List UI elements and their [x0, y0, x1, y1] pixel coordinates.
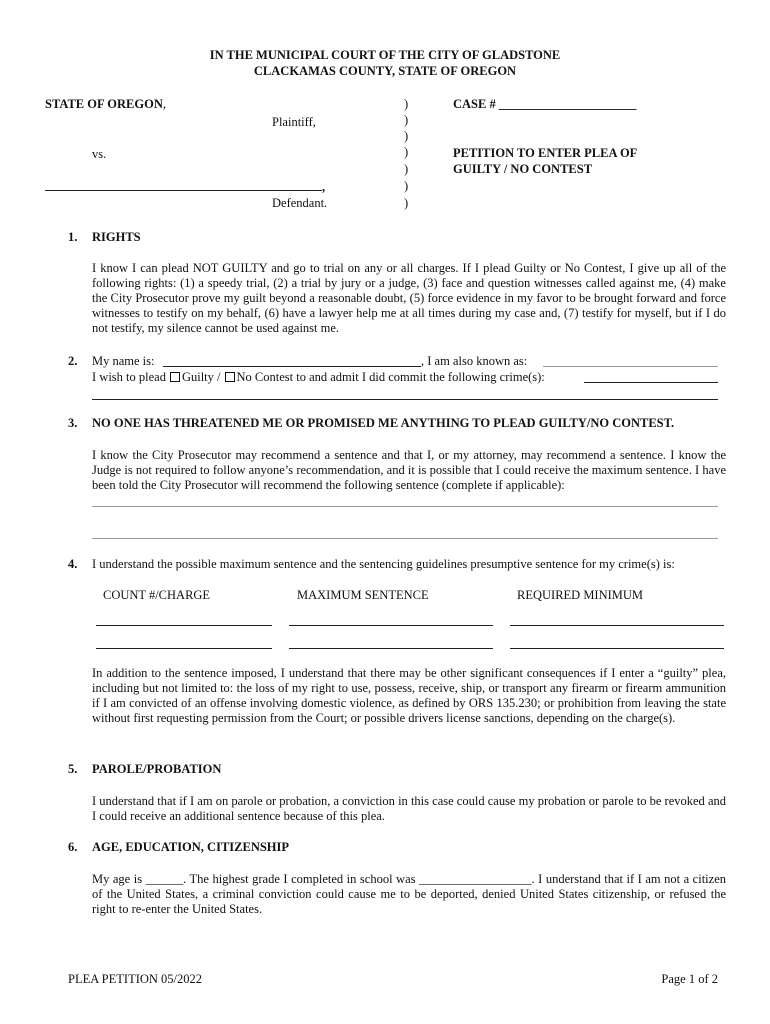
defendant-label: Defendant. [272, 196, 328, 210]
defendant-name-line[interactable] [45, 190, 322, 191]
recommended-sentence-field-2[interactable] [92, 538, 718, 539]
page-number: Page 1 of 2 [661, 972, 718, 986]
vs-label: vs. [92, 147, 107, 161]
section-1-body: I know I can plead NOT GUILTY and go to trial on any or all charges. If I plead Guilty or No Contest, I give up all of the following rights: (1) a speedy trial, (2) a trial by jury or a judge, (3) face and question witnesses called against me, (4) make the City Prosecutor prove my guilt beyond a reasonable doubt, (5) force evidence in my favor to be brought forward and force witnesses to testify on my behalf, (6) have a lawyer help me at all times during my case and, (7) testify for myself, but if I do not testify, my silence cannot be used against me. [92, 261, 726, 335]
max-sentence-field-row-2[interactable] [289, 648, 493, 649]
section-1-number: 1. [68, 230, 78, 244]
defendant-comma: , [322, 180, 326, 194]
section-4-body: In addition to the sentence imposed, I understand that there may be other significant consequences if I enter a “guilty” plea, including but not limited to: the loss of my right to use, possess, receive, ship, or transport any firearm or firearm ammunition if I am convicted of an offense involving domestic violence, as defined by ORS 135.230; or prohibition from leaving the state without first requesting permission from the Court; or possible drivers license sanctions, depending on the charge(s). [92, 666, 726, 725]
aka-field[interactable] [543, 366, 718, 367]
plea-row [92, 370, 545, 385]
min-sentence-field-row-1[interactable] [510, 625, 724, 626]
form-identifier: PLEA PETITION 05/2022 [68, 972, 203, 986]
section-3-body: I know the City Prosecutor may recommend a sentence and that I, or my attorney, may recommend a sentence. I know the Judge is not required to follow anyone’s recommendation, and it is possible that I could receive the maximum sentence. I have been told the City Prosecutor will recommend the following sentence (complete if applicable): [92, 448, 726, 492]
caption-paren: ) [404, 113, 409, 127]
section-2-number: 2. [68, 354, 78, 368]
section-5-body: I understand that if I am on parole or probation, a conviction in this case could cause my probation or parole to be revoked and I could receive an additional sentence because of this plea. [92, 794, 726, 823]
charge-field-row-2[interactable] [96, 648, 272, 649]
petition-title-line2: GUILTY / NO CONTEST [453, 162, 593, 176]
max-sentence-field-row-1[interactable] [289, 625, 493, 626]
section-3-heading: NO ONE HAS THREATENED ME OR PROMISED ME ANYTHING TO PLEAD GUILTY/NO CONTEST. [92, 416, 675, 430]
crime-field[interactable] [584, 382, 718, 383]
recommended-sentence-field-1[interactable] [92, 506, 718, 507]
column-required-minimum: REQUIRED MINIMUM [517, 588, 644, 602]
section-1-heading: RIGHTS [92, 230, 141, 244]
caption-paren: ) [404, 97, 409, 111]
no-contest-label: No Contest to and admit I did commit the following crime(s): [236, 370, 545, 384]
section-5-heading: PAROLE/PROBATION [92, 762, 222, 776]
section-6-number: 6. [68, 840, 78, 854]
charge-field-row-1[interactable] [96, 625, 272, 626]
name-label: My name is: [92, 354, 155, 368]
caption-paren: ) [404, 162, 409, 176]
aka-label: , I am also known as: [421, 354, 528, 368]
section-4-intro: I understand the possible maximum sentence and the sentencing guidelines presumptive sentence for my crime(s) is: [92, 557, 675, 571]
court-title-line2: CLACKAMAS COUNTY, STATE OF OREGON [253, 64, 517, 78]
caption-paren: ) [404, 129, 409, 143]
caption-paren: ) [404, 179, 409, 193]
min-sentence-field-row-2[interactable] [510, 648, 724, 649]
crime-field-continued[interactable] [92, 399, 718, 400]
guilty-checkbox[interactable] [170, 372, 180, 382]
no-contest-checkbox[interactable] [225, 372, 235, 382]
petition-title-line1: PETITION TO ENTER PLEA OF [453, 146, 638, 160]
section-3-number: 3. [68, 416, 78, 430]
plea-prefix: I wish to plead [92, 370, 166, 384]
column-maximum-sentence: MAXIMUM SENTENCE [297, 588, 429, 602]
case-number-field[interactable]: CASE # ______________________ [453, 97, 637, 111]
section-6-body: My age is ______. The highest grade I completed in school was __________________. I understand that if I am not a citizen of the United States, a criminal conviction could cause me to be deported, denied United States citizenship, or refused the right to re-enter the United States. [92, 872, 726, 916]
section-6-heading: AGE, EDUCATION, CITIZENSHIP [92, 840, 290, 854]
column-count-charge: COUNT #/CHARGE [103, 588, 211, 602]
court-title-line1: IN THE MUNICIPAL COURT OF THE CITY OF GLADSTONE [209, 48, 561, 62]
caption-paren: ) [404, 145, 409, 159]
guilty-label: Guilty / [181, 370, 221, 384]
section-4-number: 4. [68, 557, 78, 571]
plaintiff-label: Plaintiff, [272, 115, 316, 129]
plaintiff-name: STATE OF OREGON, [45, 97, 166, 111]
section-5-number: 5. [68, 762, 78, 776]
name-field[interactable] [163, 366, 421, 367]
caption-paren: ) [404, 196, 409, 210]
